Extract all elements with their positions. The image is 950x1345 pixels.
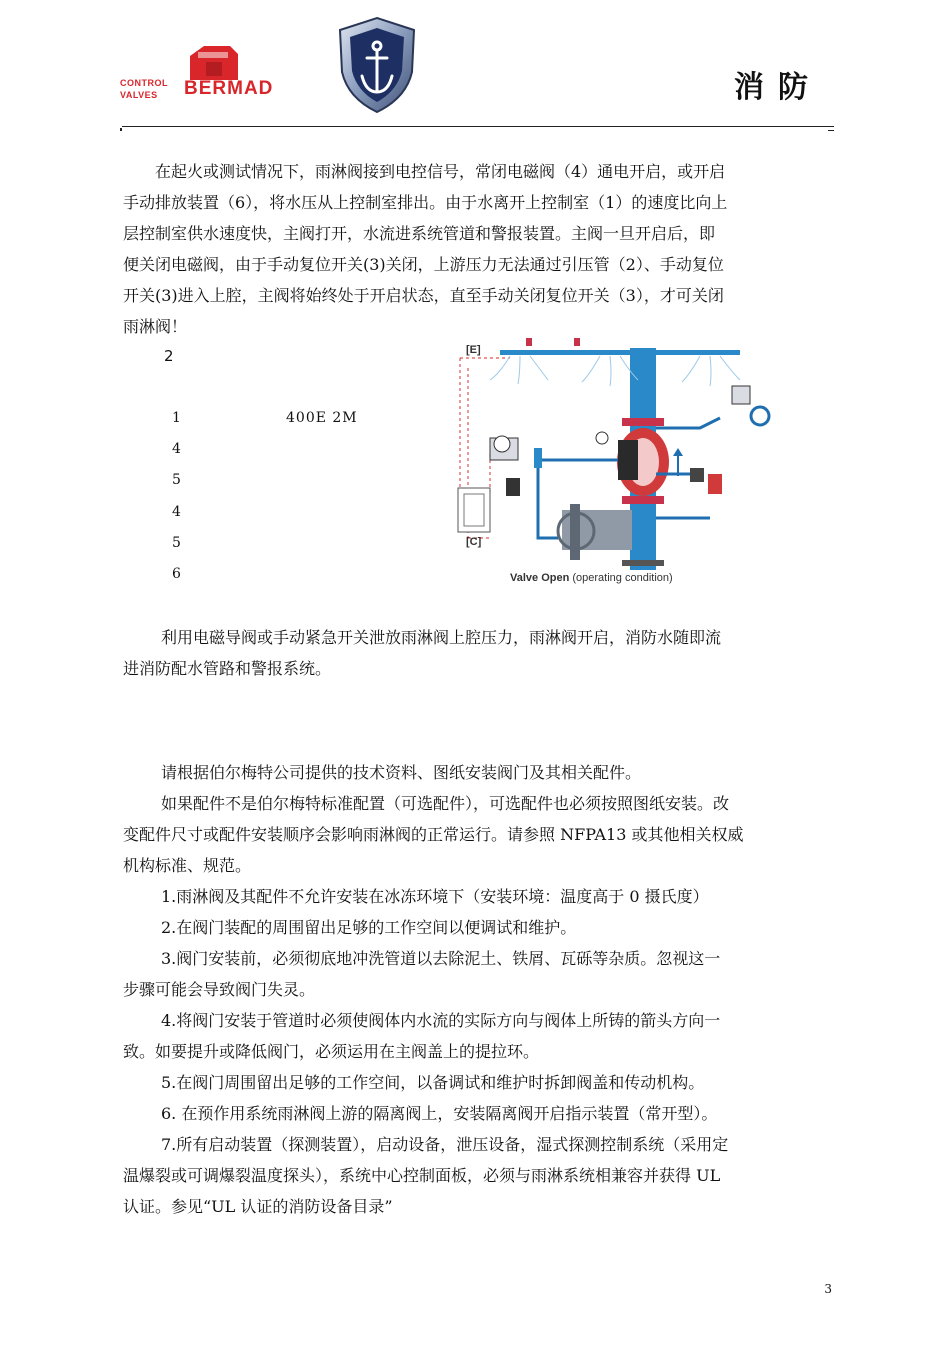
legend-heading: 2 [164, 347, 174, 365]
bermad-logo [120, 42, 300, 110]
legend-item: 5 [172, 472, 181, 488]
installation-line: 如果配件不是伯尔梅特标准配置（可选配件），可选配件也必须按照图纸安装。改 [161, 794, 730, 813]
diagram-label-e: [E] [466, 344, 481, 356]
installation-line: 3.阀门安装前，必须彻底地冲洗管道以去除泥土、铁屑、瓦砾等杂质。忽视这一 [161, 949, 721, 968]
installation-line: 变配件尺寸或配件安装顺序会影响雨淋阀的正常运行。请参照 NFPA13 或其他相关权威 [123, 825, 744, 844]
legend-model: 400E 2M [286, 410, 358, 426]
rule-tick-left [120, 128, 122, 131]
intro-line: 雨淋阀！ [123, 317, 188, 336]
installation-line: 7.所有启动装置（探测装置），启动设备，泄压设备，湿式探测控制系统（采用定 [161, 1135, 729, 1154]
deluge-valve-diagram [450, 328, 790, 590]
diagram-caption [510, 572, 673, 584]
installation-line: 4.将阀门安装于管道时必须使阀体内水流的实际方向与阀体上所铸的箭头方向一 [161, 1011, 721, 1030]
logo-line-valves: VALVES [120, 90, 158, 100]
logo-line-control: CONTROL [120, 78, 168, 88]
installation-line: 请根据伯尔梅特公司提供的技术资料、图纸安装阀门及其相关配件。 [161, 763, 642, 782]
installation-line: 6. 在预作用系统雨淋阀上游的隔离阀上，安装隔离阀开启指示装置（常开型）。 [161, 1104, 718, 1123]
installation-line: 2.在阀门装配的周围留出足够的工作空间以便调试和维护。 [161, 918, 577, 937]
page-number: 3 [824, 1282, 832, 1296]
installation-line: 1.雨淋阀及其配件不允许安装在冰冻环境下（安装环境：温度高于 0 摄氏度） [161, 887, 709, 906]
logo-brand: BERMAD [184, 78, 274, 99]
legend-item: 6 [172, 566, 181, 582]
rule-tick-right [828, 130, 834, 131]
installation-line: 致。如要提升或降低阀门，必须运用在主阀盖上的提拉环。 [123, 1042, 540, 1061]
header-title: 消防 [734, 70, 822, 105]
installation-section [123, 757, 835, 1222]
anchor-shield-emblem [336, 16, 418, 114]
header-divider [122, 126, 834, 127]
intro-paragraph [123, 156, 835, 342]
installation-line: 机构标准、规范。 [123, 856, 252, 875]
release-line: 利用电磁导阀或手动紧急开关泄放雨淋阀上腔压力，雨淋阀开启，消防水随即流 [161, 628, 722, 647]
intro-line: 开关(3)进入上腔，主阀将始终处于开启状态，直至手动关闭复位开关（3），才可关闭 [123, 286, 724, 305]
installation-line: 步骤可能会导致阀门失灵。 [123, 980, 316, 999]
intro-line: 手动排放装置（6），将水压从上控制室排出。由于水离开上控制室（1）的速度比向上 [123, 193, 728, 212]
intro-line: 便关闭电磁阀，由于手动复位开关(3)关闭，上游压力无法通过引压管（2）、手动复位 [123, 255, 724, 274]
legend-item: 1 [172, 410, 181, 426]
intro-line: 在起火或测试情况下，雨淋阀接到电控信号，常闭电磁阀（4）通电开启，或开启 [155, 162, 726, 181]
installation-line: 温爆裂或可调爆裂温度探头），系统中心控制面板，必须与雨淋系统相兼容并获得 UL [123, 1166, 721, 1185]
release-paragraph [123, 622, 835, 684]
caption-rest: (operating condition) [572, 572, 673, 584]
installation-line: 认证。参见“UL 认证的消防设备目录” [123, 1197, 393, 1216]
intro-line: 层控制室供水速度快，主阀打开，水流进系统管道和警报装置。主阀一旦开启后，即 [123, 224, 716, 243]
bermad-logo-mark [184, 42, 244, 82]
release-line: 进消防配水管路和警报系统。 [123, 659, 332, 678]
legend-item: 5 [172, 535, 181, 551]
legend-item: 4 [172, 504, 181, 520]
installation-line: 5.在阀门周围留出足够的工作空间，以备调试和维护时拆卸阀盖和传动机构。 [161, 1073, 705, 1092]
valve-open-diagram [450, 328, 790, 590]
caption-bold: Valve Open [510, 572, 570, 584]
diagram-label-c: [C] [466, 536, 482, 548]
legend-item: 4 [172, 441, 181, 457]
